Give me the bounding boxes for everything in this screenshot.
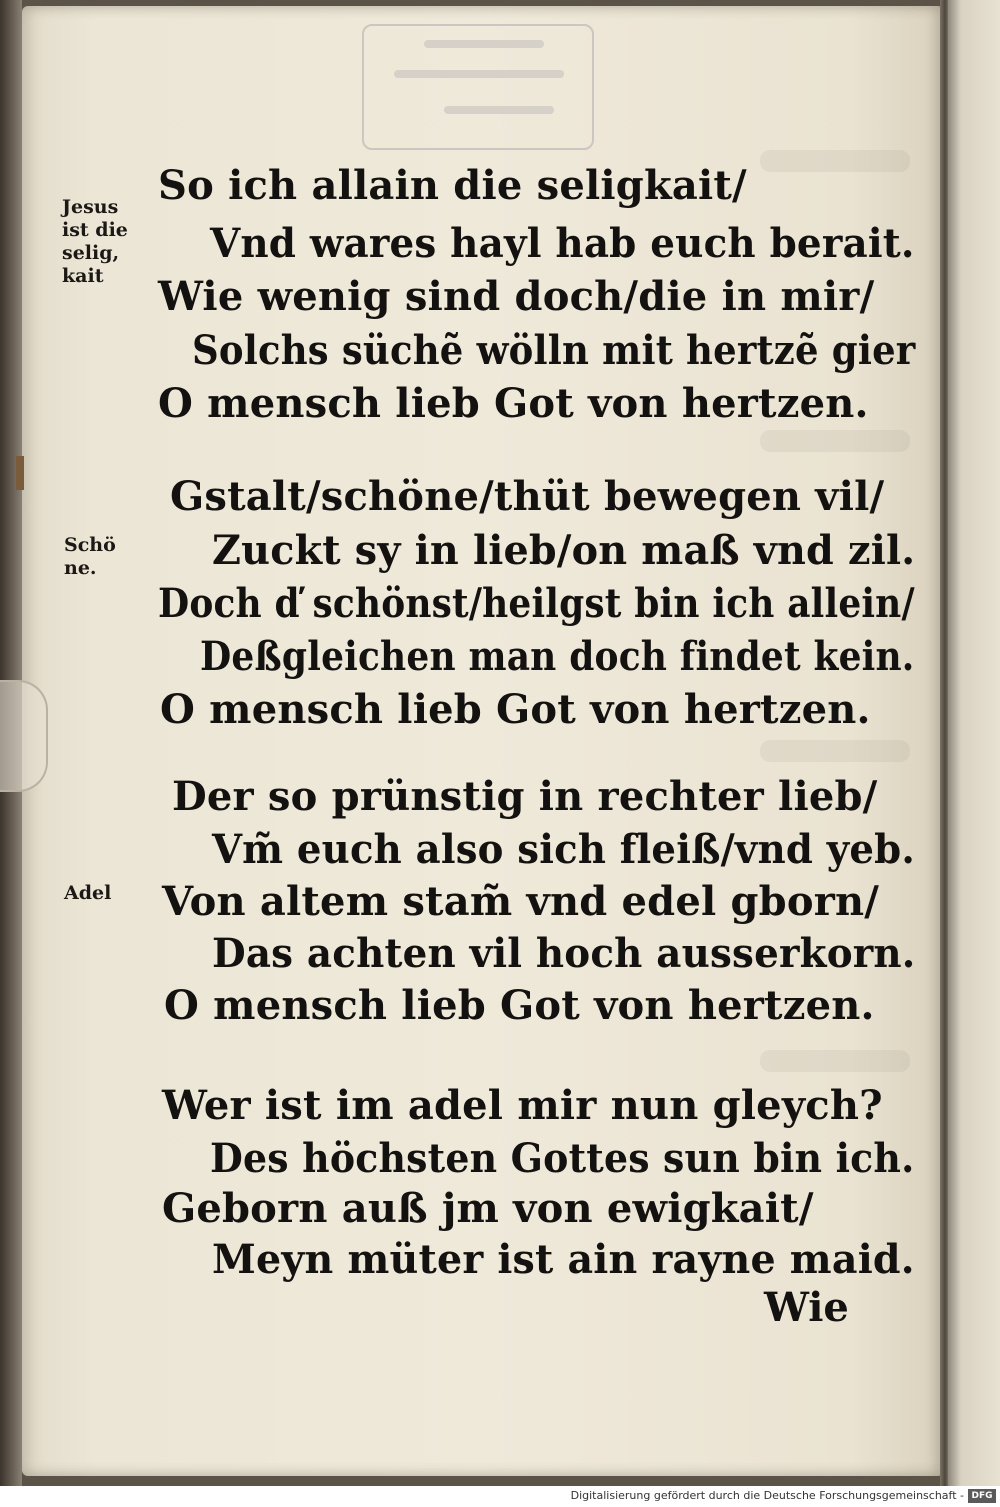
margin-note-line: ist die xyxy=(62,219,128,241)
margin-note-adel xyxy=(64,882,111,905)
show-through-text xyxy=(760,1050,910,1072)
verse-line: Doch ď schönst/heilgst bin ich allein/ xyxy=(158,580,915,627)
show-through-text xyxy=(760,740,910,762)
show-through-text xyxy=(760,150,910,172)
show-through-text xyxy=(760,430,910,452)
margin-note-line: selig, xyxy=(62,242,120,264)
margin-note-line: kait xyxy=(62,265,104,287)
digitization-footer xyxy=(0,1486,1000,1507)
margin-note-line: Schö xyxy=(64,534,116,556)
verse-line: So ich allain die seligkait/ xyxy=(158,162,747,209)
margin-note-schoene xyxy=(64,534,116,580)
verse-line: Zuckt sy in lieb/on maß vnd zil. xyxy=(212,527,916,574)
margin-note-line: Adel xyxy=(64,882,112,904)
verse-line: Deßgleichen man doch findet kein. xyxy=(200,633,915,680)
margin-note-line: Jesus xyxy=(62,196,119,218)
verse-line: Gstalt/schöne/thüt bewegen vil/ xyxy=(170,473,885,520)
verse-line: Meyn müter ist ain rayne maid. xyxy=(212,1236,915,1283)
verse-line: Des höchsten Gottes sun bin ich. xyxy=(210,1135,915,1182)
catchword: Wie xyxy=(764,1284,849,1331)
verse-line: O mensch lieb Got von hertzen. xyxy=(160,686,871,733)
dfg-logo: DFG xyxy=(968,1489,996,1503)
library-stamp xyxy=(362,24,594,150)
digitization-credit: Digitalisierung gefördert durch die Deutsche Forschungsgemeinschaft - xyxy=(570,1489,964,1502)
verse-line: Das achten vil hoch ausserkorn. xyxy=(212,930,916,977)
verse-line: Vnd wares hayl hab euch berait. xyxy=(210,220,915,267)
verse-line: Wer ist im adel mir nun gleych? xyxy=(162,1082,883,1129)
verse-line: Solchs süchẽ wölln mit hertzẽ gier xyxy=(192,327,916,374)
binding-thread xyxy=(16,456,24,490)
verse-line: Von altem stam̃ vnd edel gborn/ xyxy=(162,878,880,925)
verse-line: Vm̃ euch also sich fleiß/vnd yeb. xyxy=(212,826,916,873)
margin-note-line: ne. xyxy=(64,557,97,579)
verse-line: O mensch lieb Got von hertzen. xyxy=(164,982,875,1029)
adjacent-page-edge xyxy=(948,0,1000,1486)
verse-line: Geborn auß jm von ewigkait/ xyxy=(162,1185,814,1232)
margin-note-jesus xyxy=(62,196,128,288)
verse-line: Der so prünstig in rechter lieb/ xyxy=(172,773,878,820)
verse-line: O mensch lieb Got von hertzen. xyxy=(158,380,869,427)
page-tab xyxy=(0,680,48,792)
verse-line: Wie wenig sind doch/die in mir/ xyxy=(158,273,875,320)
